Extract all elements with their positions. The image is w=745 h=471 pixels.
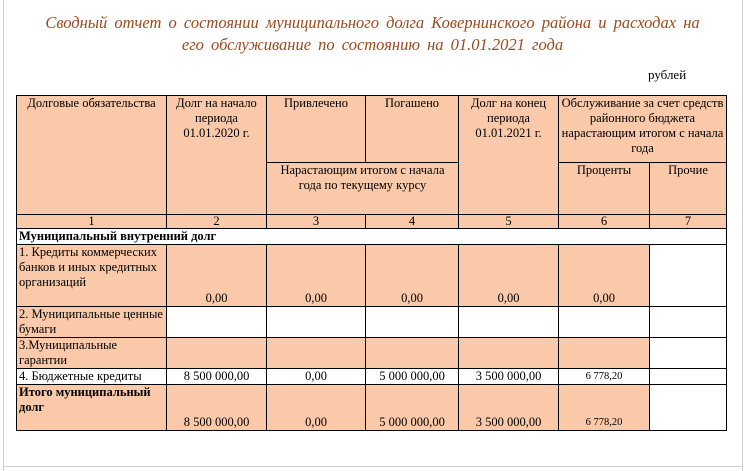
column-number: 7 <box>650 215 727 229</box>
row-name: 1. Кредиты коммерческих банков и иных кредитных организаций <box>17 245 167 307</box>
page-border-right <box>742 0 743 471</box>
header-cumulative: Нарастающим итогом с начала года по текущему курсу <box>267 163 459 215</box>
row-name: 2. Муниципальные ценные бумаги <box>17 307 167 338</box>
header-other: Прочие <box>650 163 727 215</box>
cell-attracted: 0,00 <box>267 369 366 385</box>
cell-debt-end <box>459 307 559 338</box>
total-row <box>17 385 727 431</box>
total-debt-start: 8 500 000,00 <box>167 385 267 431</box>
total-other <box>650 385 727 431</box>
header-repaid: Погашено <box>366 96 459 163</box>
column-numbers-row <box>17 215 727 229</box>
column-number: 1 <box>17 215 167 229</box>
table-row <box>17 338 727 369</box>
cell-debt-end: 3 500 000,00 <box>459 369 559 385</box>
cell-debt-start <box>167 307 267 338</box>
column-number: 3 <box>267 215 366 229</box>
total-repaid: 5 000 000,00 <box>366 385 459 431</box>
table-row <box>17 369 727 385</box>
cell-other <box>650 307 727 338</box>
cell-other <box>650 338 727 369</box>
cell-interest <box>559 307 650 338</box>
row-name: 4. Бюджетные кредиты <box>17 369 167 385</box>
cell-other <box>650 369 727 385</box>
cell-interest <box>559 338 650 369</box>
cell-repaid: 5 000 000,00 <box>366 369 459 385</box>
total-attracted: 0,00 <box>267 385 366 431</box>
cell-debt-start <box>167 338 267 369</box>
cell-debt-start: 8 500 000,00 <box>167 369 267 385</box>
table-row <box>17 245 727 307</box>
cell-repaid: 0,00 <box>366 245 459 307</box>
cell-attracted <box>267 338 366 369</box>
cell-attracted: 0,00 <box>267 245 366 307</box>
section-title: Муниципальный внутренний долг <box>17 229 727 245</box>
header-interest: Проценты <box>559 163 650 215</box>
header-debt-end: Долг на конец периода 01.01.2021 г. <box>459 96 559 215</box>
total-interest: 6 778,20 <box>559 385 650 431</box>
report-title: Сводный отчет о состоянии муниципального долга Ковернинского района и расходах на его обслуживание по состоянию на 01.01.2021 года <box>45 13 700 54</box>
header-debt-obligations: Долговые обязательства <box>17 96 167 215</box>
cell-debt-end: 0,00 <box>459 245 559 307</box>
cell-attracted <box>267 307 366 338</box>
cell-repaid <box>366 307 459 338</box>
cell-repaid <box>366 338 459 369</box>
header-attracted: Привлечено <box>267 96 366 163</box>
page-border-left <box>3 0 4 471</box>
cell-other <box>650 245 727 307</box>
total-debt-end: 3 500 000,00 <box>459 385 559 431</box>
header-servicing: Обслуживание за счет средств районного бюджета нарастающим итогом с начала года <box>559 96 727 163</box>
column-number: 4 <box>366 215 459 229</box>
currency-unit: рублей <box>648 67 687 82</box>
row-name: 3.Муниципальные гарантии <box>17 338 167 369</box>
column-number: 6 <box>559 215 650 229</box>
debt-report-table <box>16 95 727 431</box>
page-border-bottom <box>3 466 743 467</box>
column-number: 2 <box>167 215 267 229</box>
total-name: Итого муниципальный долг <box>17 385 167 431</box>
cell-debt-end <box>459 338 559 369</box>
table-row <box>17 307 727 338</box>
header-debt-start: Долг на начало периода 01.01.2020 г. <box>167 96 267 215</box>
section-row <box>17 229 727 245</box>
cell-interest: 6 778,20 <box>559 369 650 385</box>
column-number: 5 <box>459 215 559 229</box>
cell-interest: 0,00 <box>559 245 650 307</box>
cell-debt-start: 0,00 <box>167 245 267 307</box>
